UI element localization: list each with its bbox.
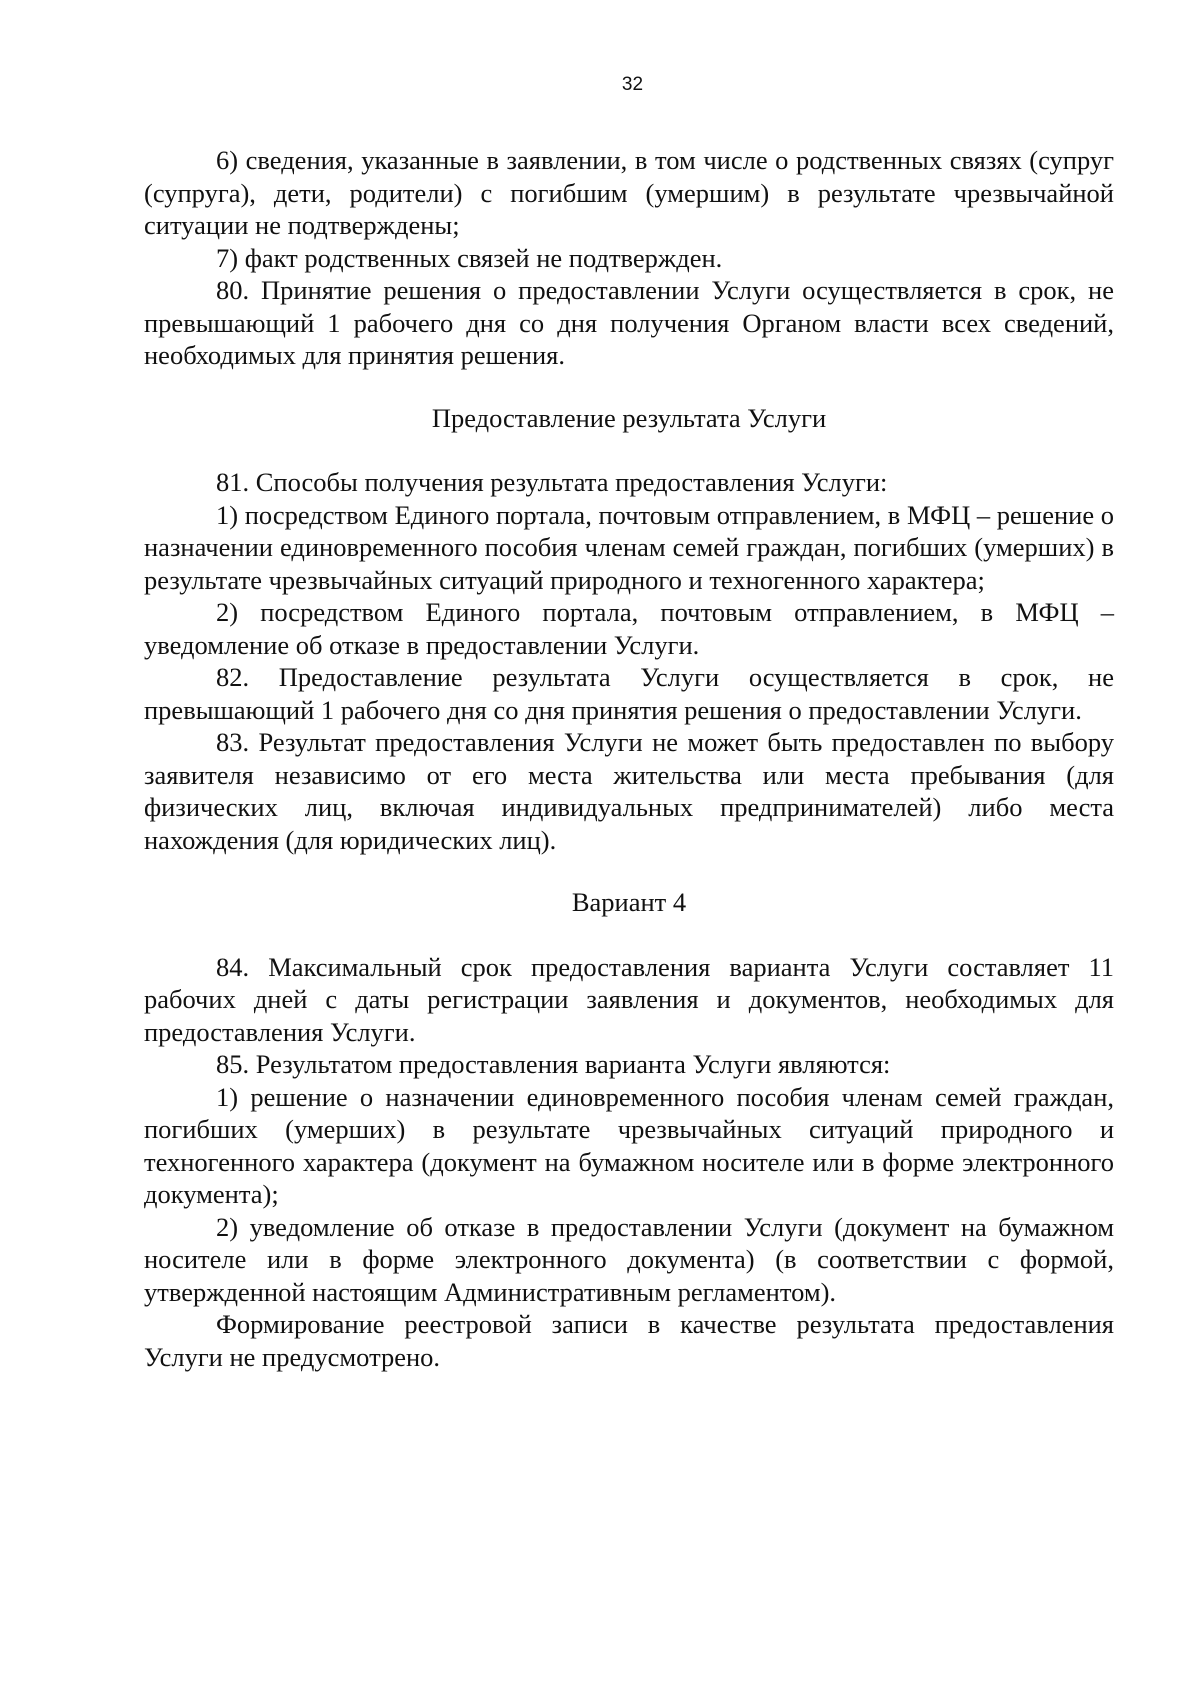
document-body: [144, 144, 1114, 1373]
paragraph-85-item-1: 1) решение о назначении единовременного пособия членам семей граждан, погибших (умерших) в результате чрезвычайных ситуаций природного и техногенного характера (документ на бумажном носителе или в форме электронного документа);: [144, 1081, 1114, 1209]
paragraph-6: 6) сведения, указанные в заявлении, в том числе о родственных связях (супруг (супруга), дети, родители) с погибшим (умершим) в результате чрезвычайной ситуации не подтверждены;: [144, 145, 1114, 240]
paragraph-81-item-2: 2) посредством Единого портала, почтовым отправлением, в МФЦ – уведомление об отказе в предоставлении Услуги.: [144, 597, 1114, 660]
section-heading-result: Предоставление результата Услуги: [431, 402, 827, 433]
paragraph-81-item-1: 1) посредством Единого портала, почтовым отправлением, в МФЦ – решение о назначении единовременного пособия членам семей граждан, погибших (умерших) в результате чрезвычайных ситуаций природного и техногенного характера;: [144, 499, 1114, 595]
paragraph-82: 82. Предоставление результата Услуги осуществляется в срок, не превышающий 1 рабочего дня со дня принятия решения о предоставлении Услуги.: [144, 662, 1114, 725]
paragraph-85-item-2: 2) уведомление об отказе в предоставлении Услуги (документ на бумажном носителе или в форме электронного документа) (в соответствии с формой, утвержденной настоящим Административным регламентом).: [144, 1211, 1114, 1307]
paragraph-7: 7) факт родственных связей не подтвержден.: [216, 242, 723, 273]
section-heading-variant: Вариант 4: [571, 887, 687, 917]
paragraph-85: 85. Результатом предоставления варианта Услуги являются:: [216, 1049, 891, 1079]
paragraph-final: Формирование реестровой записи в качестве результата предоставления Услуги не предусмотрено.: [144, 1309, 1114, 1372]
paragraph-83: 83. Результат предоставления Услуги не может быть предоставлен по выбору заявителя независимо от его места жительства или места пребывания (для физических лиц, включая индивидуальных предпринимателей) либо места нахождения (для юридических лиц).: [144, 727, 1114, 855]
paragraph-81: 81. Способы получения результата предоставления Услуги:: [216, 467, 888, 497]
paragraph-80: 80. Принятие решения о предоставлении Услуги осуществляется в срок, не превышающий 1 рабочего дня со дня получения Органом власти всех сведений, необходимых для принятия решения.: [144, 275, 1114, 370]
paragraph-84: 84. Максимальный срок предоставления варианта Услуги составляет 11 рабочих дней с даты регистрации заявления и документов, необходимых для предоставления Услуги.: [144, 951, 1114, 1047]
page-number: 32: [621, 74, 644, 95]
